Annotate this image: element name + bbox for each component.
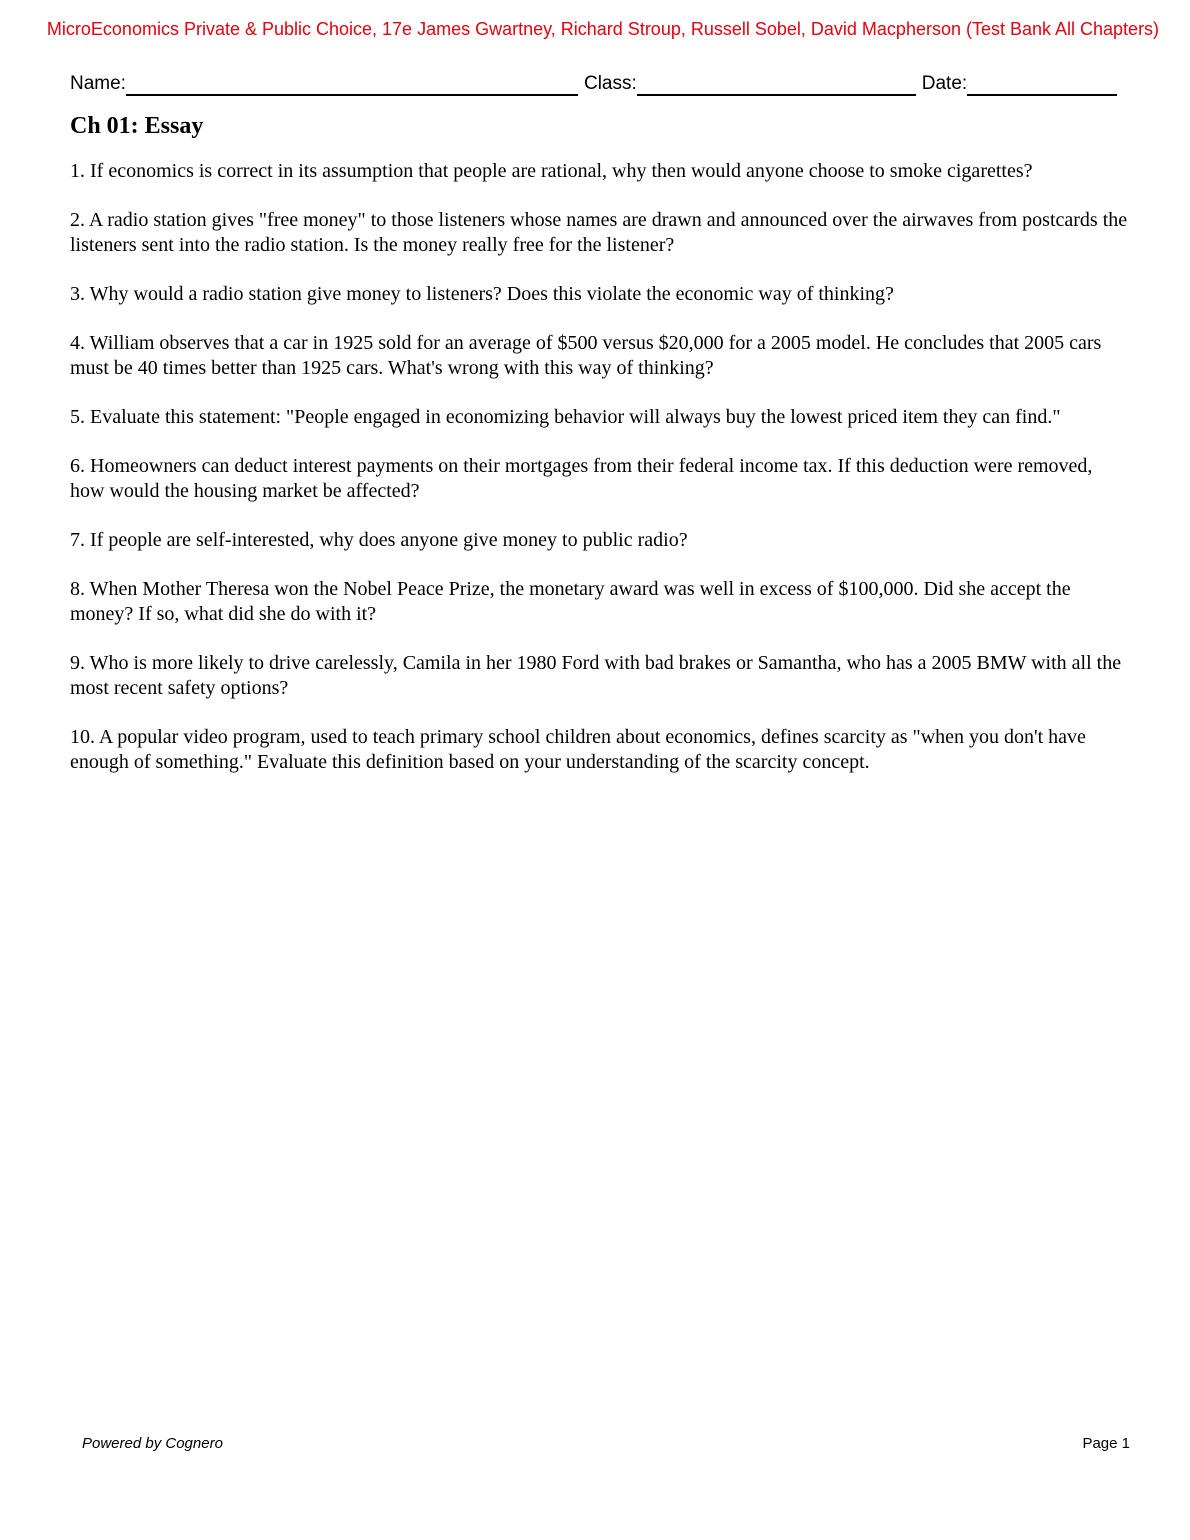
question-item: 7. If people are self-interested, why does anyone give money to public radio? <box>70 529 688 551</box>
question-item: 3. Why would a radio station give money to listeners? Does this violate the economic way of thinking? <box>70 283 894 305</box>
question-item: 1. If economics is correct in its assumption that people are rational, why then would anyone choose to smoke cigarettes? <box>70 160 1033 182</box>
question-item: 9. Who is more likely to drive carelessly, Camila in her 1980 Ford with bad brakes or Samantha, who has a 2005 BMW with all the most recent safety options? <box>70 652 1122 699</box>
class-field[interactable] <box>637 74 916 96</box>
question-item: 2. A radio station gives "free money" to those listeners whose names are drawn and announced over the airwaves from postcards the listeners sent into the radio station. Is the money really free for the listener? <box>70 209 1128 256</box>
class-label: Class: <box>583 73 637 94</box>
name-field[interactable] <box>126 74 578 96</box>
date-label: Date: <box>921 73 968 94</box>
date-field[interactable] <box>967 74 1117 96</box>
banner-title: MicroEconomics Private & Public Choice, 17e James Gwartney, Richard Stroup, Russell Sobel, David Macpherson (Test Bank All Chapters) <box>46 19 1160 39</box>
question-list <box>70 159 1130 799</box>
page-number: Page 1 <box>1082 1435 1130 1452</box>
question-item: 4. William observes that a car in 1925 sold for an average of $500 versus $20,000 for a 2005 model. He concludes that 2005 cars must be 40 times better than 1925 cars. What's wrong with this way of thinking? <box>70 332 1102 379</box>
name-label: Name: <box>70 73 126 94</box>
question-item: 10. A popular video program, used to teach primary school children about economics, defines scarcity as "when you don't have enough of something." Evaluate this definition based on your understanding of the scarcity concept. <box>70 726 1086 773</box>
question-item: 8. When Mother Theresa won the Nobel Peace Prize, the monetary award was well in excess of $100,000. Did she accept the money? If so, what did she do with it? <box>70 578 1071 625</box>
question-item: 5. Evaluate this statement: "People engaged in economizing behavior will always buy the lowest priced item they can find." <box>70 406 1061 428</box>
question-item: 6. Homeowners can deduct interest payments on their mortgages from their federal income tax. If this deduction were removed, how would the housing market be affected? <box>70 455 1093 502</box>
powered-by-label: Powered by Cognero <box>82 1435 223 1452</box>
student-info-row <box>70 70 1120 96</box>
page-title: Ch 01: Essay <box>70 113 204 139</box>
